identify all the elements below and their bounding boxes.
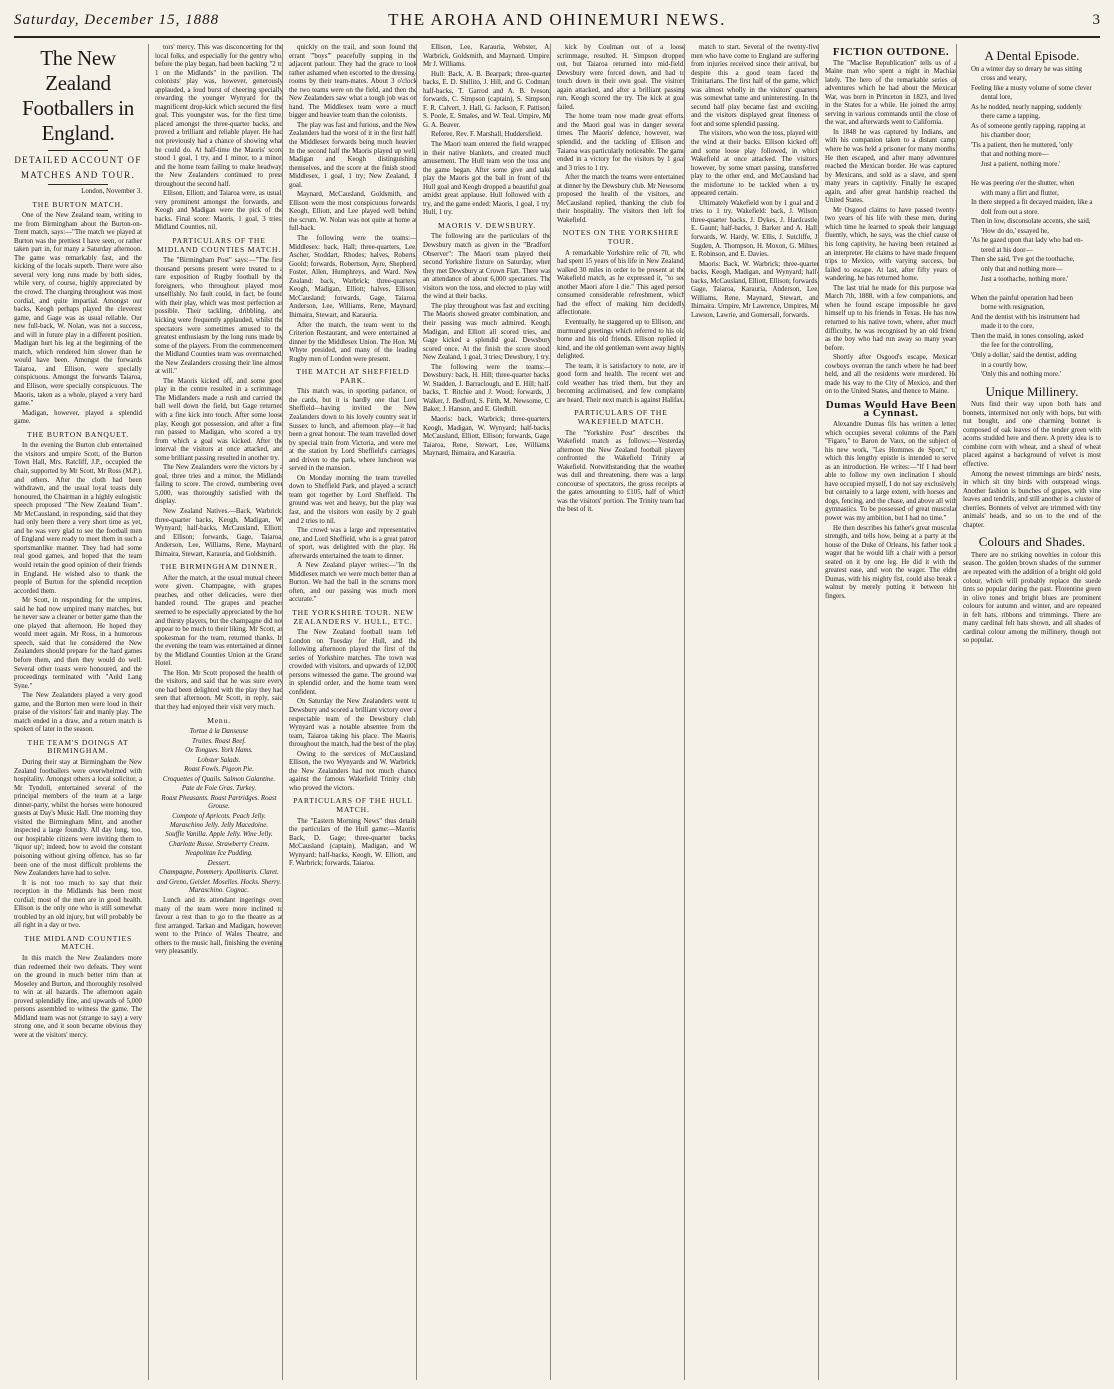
paragraph: Owing to the services of McCausland, Ellison, the two Wynyards and W. Warbrick, the New Zealanders had not much chance against the famous Wakefield Trinity club, who proved the victors. [289, 750, 417, 792]
paragraph: After the match, at the usual mutual cheers were given. Champagne, with grapes, peaches, and other delicacies, were then handed round. The grapes and peaches seemed to be especially appreciated by the hot and thirsty players, but the champagne did not appear to be much to their liking. Mr Scott, as spokesman for the team, returned thanks. In the evening the team was entertained at dinner by the Midland Counties Union at the Grand Hotel. [155, 574, 283, 668]
menu-item: Ox Tongues. York Hams. [185, 747, 253, 755]
verse-line [963, 285, 1101, 294]
menu-item: Croquettes of Quails. Salmon Galantine. [162, 775, 276, 783]
section-heading: THE MATCH AT SHEFFIELD PARK. [296, 367, 410, 385]
verse-line: with many a flirt and flutter, [981, 189, 1059, 197]
page-number: 3 [1092, 12, 1100, 28]
article-columns [14, 44, 1100, 1380]
section-heading: THE BURTON BANQUET. [27, 429, 129, 439]
verse-line: 'Tis a patient, then he muttered, 'only [971, 141, 1073, 149]
colours-heading: Colours and Shades. [978, 534, 1086, 550]
verse-line: his chamber door; [981, 132, 1031, 140]
paragraph: On Monday morning the team travelled down to Sheffield Park, and played a scratch team got together by Lord Sheffield. The ground was wet and heavy, but the play was fast, and the visitors won easily by 2 goals and 2 tries to nil. [289, 474, 417, 525]
verse-line: 'How do do,' essayed he, [981, 227, 1049, 235]
paragraph: kick by Coulman out of a loose scrimmage, resulted. H. Simpson dropped out, but Taiaroa returned into mid-field. Dewsbury were forced down, and had to touch down in their own goal. The visitors again attacked, and after a brilliant passing run, Keogh scored the try. The kick at goal failed. [557, 44, 685, 111]
dateline: London, November 3. [81, 188, 142, 195]
masthead [14, 8, 1100, 38]
paragraph: Maoris: Back, W. Warbrick; three-quarter backs, Keogh, Madigan, and Wynyard; half-backs, McCausland, Elliott, Ellison; forwards, Gage, Taiaroa, Karauria, Anderson, Lee, Williams, Rene, Maynard, Stewart, and Ihimaira. Umpire, Mr Lawrence, Umpires, Mr Lawson, Lawrie, and Gomersall, forwards. [691, 260, 819, 319]
paragraph: Hull: Back, A. B. Bearpark; three-quarter backs, E. D. Shillito, J. Hill, and G. Codman; half-backs, T. Garrod and A. B. Iveson; forwards, C. Simpson (captain), S. Simpson, F. R. Calvert, J. Hall, G. Jackson, F. Pattison, S. Poole, E. Smales, and W. Teal. Umpire, Mr G. A. Beaver. [423, 70, 551, 129]
column-8 [956, 44, 1101, 1380]
verse-line: 'Only this and nothing more.' [981, 371, 1061, 379]
paragraph: The following were the teams:—Middlesex: back, Hall; three-quarters, Lee, Ascher, Stoddart, Rhodes; halves, Roberts, Goold; forwards, Robertson, Ayre, Shepherd, Foster, Allen, Humphreys, and Ward. New Zealand: back, Warbrick; three-quarters, Keogh, Madigan, Elliott; halves, Ellison, McCausland; forwards, Gage, Taiaroa, Anderson, Lee, Williams, Rene, Maynard, Ihimaira, Stewart, and Karauria. [289, 235, 417, 319]
paragraph: The play throughout was fast and exciting. The Maoris showed greater combination, and their passing was much admired. Keogh, Madigan, and Elliott all scored tries, and Gage kicked a splendid goal. Dewsbury scored once. At the finish the score stood: New Zealand, 1 goal, 3 tries; Dewsbury, 1 try. [423, 302, 551, 362]
paragraph: After the match the teams were entertained at dinner by the Dewsbury club. Mr Newsome proposed the health of the visitors, and McCausland replied, thanking the club for their hospitality. The visitors then left for Wakefield. [557, 174, 685, 224]
paragraph: Maoris: back, Warbrick; three-quarters, Keogh, Madigan, W. Wynyard; half-backs, McCausland, Elliott, Ellison; forwards, Gage, Taiaroa, Rene, Stewart, Lee, Williams, Maynard, Ihimaira, and Karauria. [423, 415, 551, 458]
menu-item: Compote of Apricots. Peach Jelly. Maraschino Jelly. Jelly Macedoine. [169, 813, 269, 829]
menu-item: Roast Pheasants. Roast Partridges. Roast Grouse. [161, 794, 277, 811]
section-heading: THE YORKSHIRE TOUR. NEW ZEALANDERS V. HULL, ETC. [292, 608, 414, 626]
paragraph: The "Maclise Republication" tells us of a Maine man who spent a night in Machias lately. The hero of the remarkable series of adventures which he had about the Mexican War, was born in Princeton in 1823, and lived in the States for a while. He joined the army, serving in various commands until the close of the war, and afterwards went to California. [825, 59, 957, 127]
verse-line: dental lore, [981, 94, 1012, 102]
verse-line: Then the maid, in tones consoling, asked [971, 332, 1084, 340]
paragraph: The New Zealanders were the victors by a goal, three tries and a minor, the Midlands failing to score. The crowd, numbering over 5,000, was thoroughly satisfied with the display. [155, 464, 283, 506]
paragraph: Ellison, Lee, Karauria, Webster, A. Warbrick, Goldsmith, and Maynard. Umpire, Mr J. Williams. [423, 44, 551, 69]
paragraph: quickly on the trail, and soon found the errant '"boys"' peacefully supping in the adjacent parlour. They had the grace to look rather ashamed when escorted to the dressing-rooms by their team-mates. About 3 o'clock the two teams were on the field, and then the New Zealanders saw what a tough job was on hand. The Middlesex team were a much bigger and heavier team than the colonists. [289, 44, 417, 120]
paragraph: The visitors, who won the toss, played with the wind at their backs. Ellison kicked off, and some loose play followed, in which Wakefield at once attacked. The visitors, however, by some smart passing, transferred play to the other end, and McCausland had the misfortune to be tackled when a try appeared certain. [691, 130, 819, 198]
section-heading: PARTICULARS OF THE WAKEFIELD MATCH. [574, 408, 668, 426]
paragraph: After the match, the team went to the Criterion Restaurant, and were entertained at dinner by the Middlesex Union. The Hon. Mr Whyte presided, and many of the leading Rugby men of London were present. [289, 321, 417, 363]
verse-line: On a winter day so dreary he was sitting [971, 65, 1082, 73]
paragraph: Mr Osgood claims to have passed twenty-two years of his life with these men, during which time he learned to speak their language fluently, which, he says, was the chief cause of his long captivity, he having been retained as an interpreter. He claims to have made frequent trips to Mexico, with varying success, but failed to escape. At last, after fifty years of wandering, he has returned home. [825, 206, 957, 283]
verse-line: only that and nothing more— [981, 266, 1063, 274]
verse-line: that and nothing more— [981, 151, 1049, 159]
paragraph: New Zealand Natives.—Back, Warbrick; three-quarter backs, Keogh, Madigan, W. Wynyard; half-backs, McCausland, Elliott, and Ellison; forwards, Gage, Taiaroa, Anderson, Lee, Williams, Rene, Maynard, Ihimaira, Stewart, Karauria, and Goldsmith. [155, 507, 283, 558]
verse-line [963, 171, 1101, 180]
paragraph: The last trial he made for this purpose was March 7th, 1888, with a few companions, and when he found escape impossible he gave himself up to his friends in Texas. He has now returned to his native town, where, after much difficulty, he was recognised by an old friend as the boy who had run away so many years before. [825, 284, 957, 352]
verse-line: He was peering o'er the shutter, when [971, 180, 1075, 188]
menu-item: Roast Fowls. Pigeon Pie. [184, 766, 254, 774]
verse-line: Feeling like a musty volume of some clever [971, 84, 1092, 92]
section-heading: THE BURTON MATCH. [32, 199, 124, 209]
menu-item: Champagne, Pommery. Apollinaris. Claret. [159, 869, 279, 877]
paragraph: One of the New Zealand team, writing to me from Birmingham about the Burton-on-Trent match, says:—"The match we played at Burton was the prettiest I have seen, or rather taken part in, for many a Saturday afternoon. The game was remarkably fast, and the kicking of the locals superb. There were also several very long runs made by both sides, while very, of course, highly appreciated by the crowd. The charging throughout was most cordial, and quite impartial. Amongst our backs, Keogh perhaps played the cleverest game, and Gage was as usual reliable. Our new full-back, W. Nolan, was not a success, and will in future play in a different position. Madigan hurt his leg at the beginning of the match, which rendered him slower than he would have been. Amongst the forwards Taiaroa, and Ellison, were specially conspicuous. Amongst the forwards Taiaroa, and Ellison, were specially conspicuous. The Maoris, taken as a whole, played a very hard game." [14, 212, 142, 408]
lead-article-title: The New Zealand Footballers in England. [22, 46, 134, 145]
paragraph: During their stay at Birmingham the New Zealand footballers were overwhelmed with hospitality. Amongst others a local solicitor, a Mr Tyndoll, entertained several of the principal members of the team at a large dinner-party, whilst the horses were honoured guests at Day's Music Hall. One morning they visited the Birmingham Mint, and another inspected a large foundry. All day long, too, our hospitable citizens were inviting them to 'liquor up'; indeed, how to avoid the constant poisoning without giving offence, has so far been one of the most difficult problems the New Zealanders have had to solve. [14, 759, 142, 878]
paragraph: The Hon. Mr Scott proposed the health of the visitors, and said that he was sure every one had been delighted with the play they had seen that afternoon. Mr Scott, in reply, said that they had enjoyed their visit very much. [155, 669, 283, 712]
column-6 [684, 44, 819, 1380]
paragraph: Nuts find their way upon both hats and bonnets, intermixed not only with hops, but with nut bought, and one charming bonnet is composed of oak leaves of the tender green with acorns studded here and there. A pretty idea is to combine corn with wheat, and a sheaf of wheat placed against a background of velvet is most effective. [963, 401, 1101, 468]
paragraph: The following are the particulars of the Dewsbury match as given in the "Bradford Observer": The Maori team played their second Yorkshire fixture on Saturday, when they met Dewsbury at Crown Flatt. There was an attendance of about 6,000 spectators. The visitors won the toss, and elected to play with the wind at their backs. [423, 233, 551, 301]
verse-line: tered at his door— [981, 246, 1033, 254]
dumas-heading: Dumas Would Have Been a Cynnast. [825, 398, 957, 420]
divider [48, 184, 108, 185]
verse-line: Then she said, 'I've got the toothache, [971, 256, 1075, 264]
paragraph: A New Zealand player writes:—"In the Middlesex match we were much better than at Burton. We had the ball in the scrums more often, and our passing was much more accurate." [289, 562, 417, 604]
paragraph: The Maori team entered the field wrapped in their native blankets, and created much amusement. The Hull team won the toss and the game began. After some give and take play the Maoris got the ball in front of the Hull goal and Keogh dropped a beautiful goal amidst great applause. Hull followed with a try, and the game ended: Maoris, 1 goal, 1 try; Hull, 1 try. [423, 141, 551, 217]
menu-item: Neapolitan Ice Pudding. [185, 850, 253, 858]
verse-line: Just a toothache, nothing more.' [981, 275, 1069, 283]
paragraph: Shortly after Osgood's escape, Mexican cowboys overran the ranch where he had been held, and all the residents were murdered. He made his way to the City of Mexico, and then on to the United States, and thence to Maine. [825, 354, 957, 396]
paragraph: The following were the teams:—Dewsbury: back, H. Hill; three-quarter backs, W. Stadden, J. Barraclough, and E. Hill; half-backs, T. Ritchie and J. Wood; forwards, J. Walker, J. Bedford, S. Firth, M. Newsome, C. Baker, J. Hanson, and E. Gledhill. [423, 363, 551, 414]
paragraph: Madigan, however, played a splendid game. [14, 409, 142, 426]
paragraph: Among the newest trimmings are birds' nests, in which sit tiny birds with outspread wings. Another fashion is bunches of grapes, with vine leaves and tendrils, and still another is a cluster of cherries. Bonnets of velvet are trimmed with tiny animals' heads, and so on to the end of the chapter. [963, 470, 1101, 529]
verse-line: 'As he gazed upon that lady who had en- [971, 237, 1083, 245]
verse-line: And the dentist with his instrument had [971, 313, 1080, 321]
paragraph: match to start. Several of the twenty-five men who have come to England are suffering from injuries received since their arrival, but despite this a good team faced the Trinitarians. The first half of the game, which was almost wholly in the visitors' quarters, was somewhat tame and uninteresting. In the second half play became fast and exciting, and the visitors displayed great fineness of foot and some splendid passing. [691, 44, 819, 128]
paragraph: On Saturday the New Zealanders went to Dewsbury and scored a brilliant victory over a respectable team of the Dewsbury club. Wynyard was a notable absentee from the team, Taiaroa taking his place. The Maoris, throughout the match, had the best of the play. [289, 698, 417, 749]
column-7 [818, 44, 957, 1380]
paragraph: Alexandre Dumas fils has written a letter, which occupies several columns of the Paris "Figaro," to Baron de Vaux, on the subject of his new work, "Les Hommes de Sport," to which this lengthy epistle is intended to serve as an introduction. He writes:—"If I had been able to follow my own inclination I should have occupied myself, I do not say exclusively, but certainly to a large extent, with horses and dogs, fencing, and the chase, and above all with gymnastics. To be possessed of great muscular power was my ambition, but I had no time." [825, 420, 957, 522]
dental-poem [963, 66, 1101, 380]
verse-line: As of someone gently rapping, rapping at [971, 122, 1086, 130]
paragraph: Mr Scott, in responding for the umpires, said he had now umpired many matches, but he never saw a cleaner or better game than the one played that afternoon. He hoped they would meet again. Mr Ross, in a humorous speech, said that he considered the New Zealanders should prepare for the hard games before them, and then they would do well. Several other toasts were honoured, and the proceedings terminated with "Auld Lang Syne." [14, 597, 142, 690]
paragraph: Referee, Rev. F. Marshall, Huddersfield. [431, 131, 543, 139]
paragraph: The "Birmingham Post" says:—"The first thousand persons present were treated to a rare exposition of Rugby football by the foreigners, who throughout played most unselfishly. No fault could, in fact, be found with their play, which was most perfection as possible. Their tackling, dribbling, and kicking were frequently applauded, whilst the spectators were sometimes amused to the greatest enthusiasm by the long runs made by some of the players. From the commencement the Midland Counties team was overmatched, the New Zealanders crossing their line almost at will." [155, 257, 283, 376]
menu-item: Dessert. [207, 859, 231, 867]
paragraph: There are no striking novelties in colour this season. The golden brown shades of the summer are repeated with the addition of a bright old gold colour, which will probably replace the suede tints so popular during the past. Florentine green in olive tones and bright blues are prominent colours for autumn and winter, and are repeated in felt hats, ribbons and trimmings. There are many cardinal felt hats shown, and all shades of cardinal colour among the millinery, though not so popular. [963, 551, 1101, 645]
paragraph: Eventually, he staggered up to Ellison, and murmured greetings which referred to his old home and his old friends. Ellison replied in kind, and the old gentleman went away highly delighted. [557, 318, 685, 361]
verse-line: When the painful operation had been [971, 294, 1073, 302]
lead-subtitle-2: MATCHES AND TOUR. [20, 170, 136, 180]
paragraph: The home team now made great efforts, and the Maori goal was in danger several times. The Maoris' defence, however, was splendid, and the tackling of Ellison and Taiaroa was particularly noticeable. The game ended in a victory for the visitors by 1 goal and 3 tries to 1 try. [557, 113, 685, 172]
column-1 [14, 44, 142, 1380]
verse-line: Then in low, disconsolate accents, she said, [971, 218, 1091, 226]
paragraph: Maynard, McCausland, Goldsmith, and Ellison were the most conspicuous forwards; Keogh, Elliott, and Lee played well behind the scrum. W. Nolan was not quite at home at full-back. [289, 191, 417, 233]
paragraph: In this match the New Zealanders more than redeemed their two defeats. They went on the ground in much better trim than at Moseley and Burton, and thoroughly resolved to win at all hazards. The afternoon again proved splendidly fine, and upwards of 5,000 persons assembled to witness the game. The Midland team was not (strange to say) a very strong one, and it soon became obvious they were at the visitors' mercy. [14, 955, 142, 1039]
menu-item: Tortue à la Danseuse [189, 728, 249, 736]
menu-item: Charlotte Russe. Strawberry Cream. [168, 840, 270, 848]
menu-item: Lobster Salads. [197, 756, 241, 764]
verse-line: As he nodded, nearly napping, suddenly [971, 103, 1082, 111]
menu-list [155, 728, 283, 896]
paragraph: The New Zealand football team left London on Tuesday for Hull, and the following afternoon played the first of the series of Yorkshire matches. The town was crowded with visitors, and upwards of 12,000 persons witnessed the game. The ground was in splendid order, and the home team were confident. [289, 629, 417, 696]
paragraph: The "Eastern Morning News" thus details the particulars of the Hull game:—Maoris: Back, D. Gage; three-quarter backs, McCausland (captain), Madigan, and W. Wynyard; half-backs, Keogh, W. Elliott, and F. Warbrick; forwards, Taiaroa. [289, 817, 417, 868]
section-heading: THE MIDLAND COUNTIES MATCH. [24, 933, 132, 952]
column-2 [148, 44, 283, 1380]
paragraph: This match was, in sporting parlance, on the cards, but it is hardly one that Lord Sheffield—having invited the New Zealanders down to his lovely country seat in Sussex to lunch, and afternoon play—it had been a great honour. The team travelled down by special train from Victoria, and were met at the station by Lord Sheffield's carriages, and driven to the park, where luncheon was served in the mansion. [289, 388, 417, 473]
millinery-heading: Unique Millinery. [985, 383, 1079, 399]
verse-line: there came a tapping, [981, 113, 1040, 121]
menu-item: Truites. Roast Beef. [192, 737, 246, 745]
verse-line: doll from out a store. [981, 208, 1039, 216]
menu-item: Souffle Vanilla. Apple Jelly. Wine Jelly. [165, 831, 273, 839]
paragraph: The team, it is satisfactory to note, are in good form and health. The recent wet and cold weather has tried them, but they are becoming acclimatised, and few complaints are heard. Their next match is against Halifax. [557, 362, 685, 404]
paragraph: tors' mercy. This was disconcerting for the local folks, and especially for the gentry who, before the play began, had been backing "2 to 1 on the Midlands" in the pavilion. The colonists' play was, however, generously applauded, a loud burst of cheering specially rewarding the younger Wynyard for the magnificent drop-kick which secured the first goal. This youngster was, for the first time, placed amongst the three-quarter backs, and proved a brilliant and reliable player. He had not previously had a chance of showing what he could do. At half-time the Maoris' score stood 1 goal, 1 try, and 1 minor, to a minor, and the home team failing to make headway, the New Zealanders continued to press throughout the second half. [155, 44, 283, 188]
newspaper-title: THE AROHA AND OHINEMURI NEWS. [388, 10, 726, 29]
section-heading: MAORIS V. DEWSBURY. [438, 220, 536, 230]
verse-line: cross and weary, [981, 75, 1027, 83]
paragraph: The play was fast and furious, and the New Zealanders had the worst of it in the first half, the Middlesex forwards being much heavier. In the second half the Maoris played up well, Madigan and Keogh distinguishing themselves, and the score at the finish stood: Middlesex, 1 goal, 1 try; New Zealand, 1 goal. [289, 121, 417, 189]
paragraph: It is not too much to say that their reception in the Midlands has been most cordial; most of the men are in good health. Ellison is the only one who is still somewhat troubled by an old injury, but will probably be all right in a day or two. [14, 879, 142, 930]
verse-line: 'Only a dollar,' said the dentist, adding [971, 351, 1077, 359]
verse-line: borne with resignation, [981, 304, 1045, 312]
verse-line: made it to the core, [981, 323, 1034, 331]
menu-item: and Greno, Geisler. Moselles. Hocks. Sherry. Maraschino. Cognac. [156, 878, 282, 895]
paragraph: The crowd was a large and representative one, and Lord Sheffield, who is a great patron of sport, was delighted with the play. He afterwards entertained the team to dinner. [289, 527, 417, 560]
paragraph: Ellison, Elliott, and Taiaroa were, as usual, very prominent amongst the forwards, and Keogh and Madigan were the pick of the backs. Final score: Maoris, 1 goal, 3 tries; Midland Counties, nil. [155, 190, 283, 232]
verse-line: the fee for the controlling, [981, 342, 1054, 350]
section-heading: THE TEAM'S DOINGS AT BIRMINGHAM. [27, 737, 129, 756]
paragraph: The New Zealanders played a very good game, and the Burton men were loud in their praise of the visitors' fair and manly play. The match ended in a draw, and a return match is spoken of later in the season. [14, 692, 142, 734]
verse-line: Just a patient, nothing more.' [981, 161, 1061, 169]
paragraph: The "Yorkshire Post" describes the Wakefield match as follows:—Yesterday afternoon the New Zealand football players confronted the Wakefield Trinity at Wakefield. Notwithstanding that the weather was dull and threatening, there was a large concourse of spectators, the gross receipts at the gates amounting to £105, half of which was the visitors' portion. The Trinity team had the best of it. [557, 429, 685, 514]
section-heading: THE BIRMINGHAM DINNER. [160, 562, 278, 572]
paragraph: A remarkable Yorkshire relic of 70, who had spent 15 years of his life in New Zealand, walked 30 miles in order to be present at the Wakefield match, as he expressed it, "to see another Maori afore I die." This aged person consumed considerable refreshment, which had the effect of making him decidedly affectionate. [557, 249, 685, 317]
paragraph: The Maoris kicked off, and some good play in the centre resulted in a scrimmage. The Midlanders made a rush and carried the ball well down the field, but Gage returned with a fine kick into touch. After some loose play, Keogh got possession, and after a fine run passed to Madigan, who scored a try, from which a goal was kicked. After the interval the visitors at once attacked, and some brilliant passing resulted in another try. [155, 377, 283, 462]
column-4 [416, 44, 551, 1380]
paragraph: Ultimately Wakefield won by 1 goal and 2 tries to 1 try. Wakefield: back, J. Wilson; three-quarter backs, J. Dykes, J. Hardcastle, E. Gaunt; half-backs, J. Barker and A. Hall; forwards, W. Hardy, W. Ellis, J. Sutcliffe, J. Sugden, A. Thompson, H. Moxon, G. Milnes, E. Robinson, and E. Davies. [691, 199, 819, 259]
menu-heading: Menu. [207, 715, 231, 725]
section-heading: PARTICULARS OF THE MIDLAND COUNTIES MATCH. [156, 236, 282, 254]
divider [48, 150, 108, 151]
paragraph: He then describes his father's great muscular strength, and tells how, being at a party at the house of the Duke of Orleans, his father took a wager that he would lift a chair with a person seated on it by one leg. He did it with the greatest ease, and won the wager. The elder Dumas, with his mighty fist, could also break a walnut by merely putting it between his fingers. [825, 524, 957, 600]
column-5 [550, 44, 685, 1380]
issue-date: Saturday, December 15, 1888 [14, 12, 220, 28]
verse-line: in a courtly bow, [981, 361, 1028, 369]
dental-heading: A Dental Episode. [984, 48, 1080, 63]
paragraph: In 1848 he was captured by Indians, and with his companion taken to a distant camp, where he was held a prisoner for many months. He then escaped, and after many adventures reached the Mexican border. He was captured by Mexicans, and sold as a slave, and spent many years in captivity. Finally he escaped again, and after great hardship reached the United States. [825, 128, 957, 205]
fiction-heading: FICTION OUTDONE. [832, 46, 950, 58]
column-3 [282, 44, 417, 1380]
lead-subtitle-1: DETAILED ACCOUNT OF [14, 155, 142, 165]
paragraph: Lunch and its attendant ingerings over, many of the team were more inclined to favour a rest than to go to the theatre as at first arranged. Tarkan and Madigan, however, went to the Prince of Wales Theatre, and others to the music hall, finishing the evening very pleasantly. [155, 896, 283, 956]
section-heading: PARTICULARS OF THE HULL MATCH. [293, 796, 413, 815]
verse-line: In there stepped a fit decayed maiden, like a [971, 199, 1093, 207]
paragraph: In the evening the Burton club entertained the visitors and umpire Scott, of the Burton Town Hall, Mrs. Ratcliff, J.P., occupied the chair, supported by Mr Scott, Mr Ross (M.P.), and others. After the cloth had been withdrawn, and the usual loyal toasts duly honoured, the Chairman in a highly eulogistic speech proposed "The New Zealand Team". Mr McCausland, in responding, said that they had only been there a very short time as yet, and he was very glad to see the football men of England were ready to meet them in such a sportsmanlike manner. They had had some real good games, and hoped that the team would retain the good opinion of their friends in England. He wished also to thank the people of Burton for the splendid reception accorded them. [14, 442, 142, 595]
section-heading: NOTES ON THE YORKSHIRE TOUR. [562, 228, 680, 247]
menu-item: Pate de Foie Gras. Turkey. [181, 785, 257, 793]
